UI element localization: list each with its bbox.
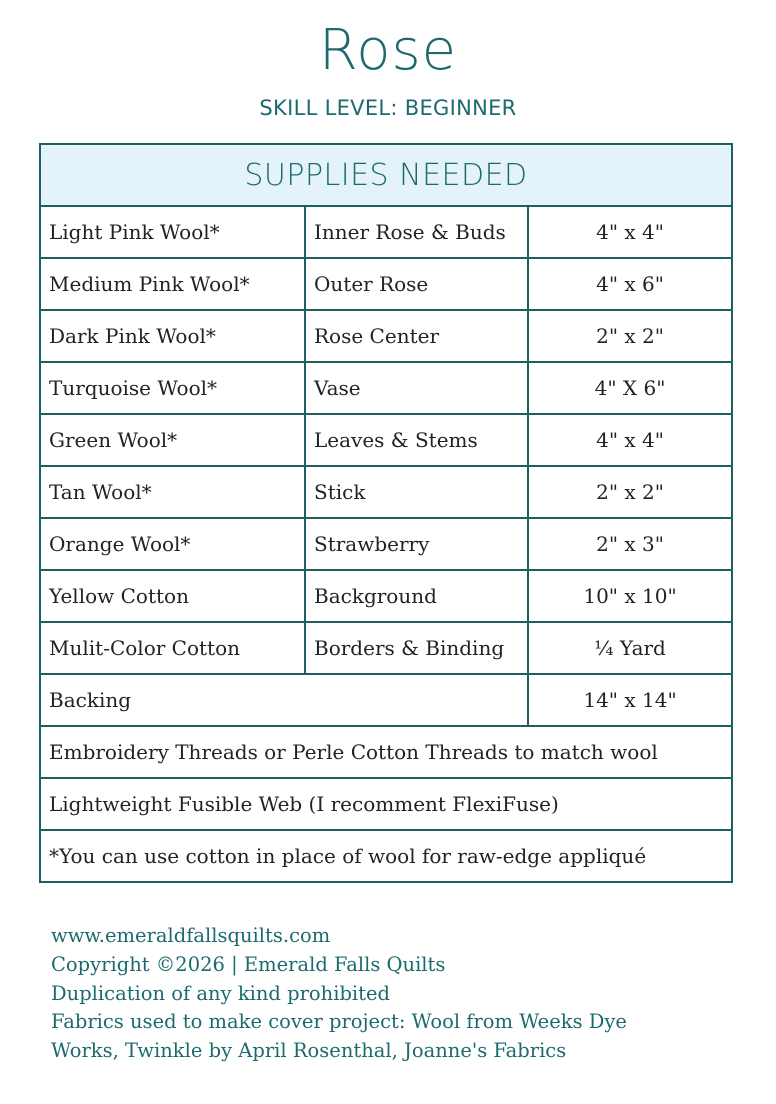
material-cell: Medium Pink Wool* xyxy=(40,258,305,310)
table-row xyxy=(40,310,732,362)
note-cell: *You can use cotton in place of wool for raw-edge appliqué xyxy=(40,830,732,882)
website-link[interactable]: www.emeraldfallsquilts.com xyxy=(51,924,331,947)
size-cell: ¼ Yard xyxy=(528,622,732,674)
use-cell: Strawberry xyxy=(305,518,528,570)
table-row xyxy=(40,622,732,674)
table-row xyxy=(40,518,732,570)
supplies-heading: SUPPLIES NEEDED xyxy=(40,144,732,206)
use-cell: Vase xyxy=(305,362,528,414)
size-cell: 4" x 6" xyxy=(528,258,732,310)
page-title: Rose xyxy=(318,18,458,83)
use-cell: Inner Rose & Buds xyxy=(305,206,528,258)
supplies-header-row xyxy=(40,144,732,206)
fabrics-credit-line-1: Fabrics used to make cover project: Wool from Weeks Dye xyxy=(51,1010,627,1034)
size-cell: 4" x 4" xyxy=(528,414,732,466)
size-cell: 10" x 10" xyxy=(528,570,732,622)
supplies-table xyxy=(39,143,733,883)
table-row xyxy=(40,570,732,622)
table-row xyxy=(40,466,732,518)
footer xyxy=(51,922,741,1066)
use-cell: Borders & Binding xyxy=(305,622,528,674)
table-row xyxy=(40,362,732,414)
duplication-notice: Duplication of any kind prohibited xyxy=(51,981,391,1005)
note-cell: Lightweight Fusible Web (I recomment FlexiFuse) xyxy=(40,778,732,830)
note-cell: Embroidery Threads or Perle Cotton Threads to match wool xyxy=(40,726,732,778)
use-cell: Outer Rose xyxy=(305,258,528,310)
size-cell: 2" x 2" xyxy=(528,466,732,518)
skill-level: SKILL LEVEL: BEGINNER xyxy=(259,96,517,120)
material-cell: Yellow Cotton xyxy=(40,570,305,622)
material-cell: Tan Wool* xyxy=(40,466,305,518)
use-cell: Background xyxy=(305,570,528,622)
fabrics-credit-line-2: Works, Twinkle by April Rosenthal, Joanne's Fabrics xyxy=(51,1039,567,1063)
material-cell: Backing xyxy=(40,674,528,726)
material-cell: Turquoise Wool* xyxy=(40,362,305,414)
copyright-text: Copyright ©2026 | Emerald Falls Quilts xyxy=(51,952,446,976)
table-row-note xyxy=(40,726,732,778)
material-cell: Light Pink Wool* xyxy=(40,206,305,258)
material-cell: Dark Pink Wool* xyxy=(40,310,305,362)
table-row xyxy=(40,258,732,310)
size-cell: 4" x 4" xyxy=(528,206,732,258)
table-row-backing xyxy=(40,674,732,726)
table-row-note xyxy=(40,830,732,882)
table-row xyxy=(40,414,732,466)
size-cell: 2" x 3" xyxy=(528,518,732,570)
material-cell: Green Wool* xyxy=(40,414,305,466)
size-cell: 4" X 6" xyxy=(528,362,732,414)
use-cell: Rose Center xyxy=(305,310,528,362)
size-cell: 14" x 14" xyxy=(528,674,732,726)
material-cell: Mulit-Color Cotton xyxy=(40,622,305,674)
table-row xyxy=(40,206,732,258)
table-row-note xyxy=(40,778,732,830)
use-cell: Leaves & Stems xyxy=(305,414,528,466)
use-cell: Stick xyxy=(305,466,528,518)
material-cell: Orange Wool* xyxy=(40,518,305,570)
size-cell: 2" x 2" xyxy=(528,310,732,362)
